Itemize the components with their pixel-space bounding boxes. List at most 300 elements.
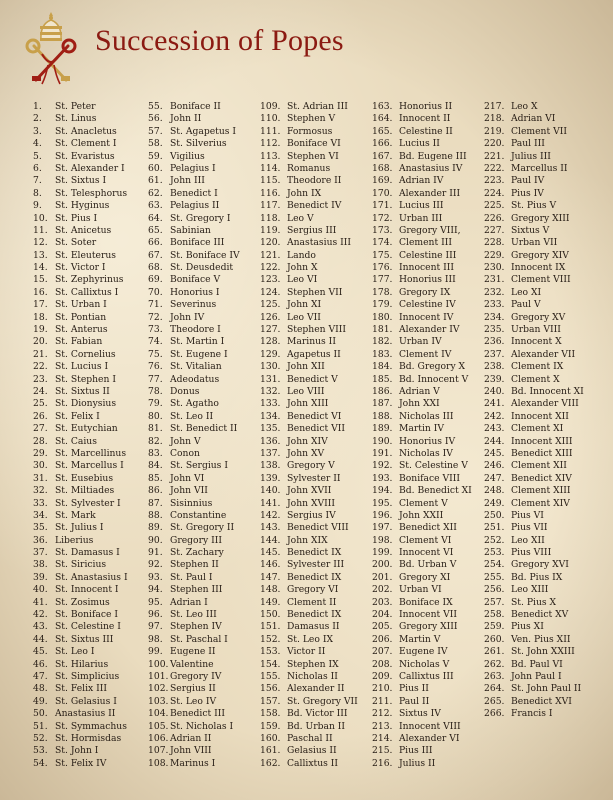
- pope-name: Marcellus II: [511, 162, 568, 174]
- pope-number: 162.: [260, 757, 281, 769]
- pope-number: 96.: [148, 609, 163, 621]
- pope-number: 204.: [372, 609, 393, 621]
- pope-number: 199.: [372, 547, 393, 559]
- list-item: [484, 101, 584, 113]
- list-item: [33, 287, 128, 299]
- list-item: [372, 200, 472, 212]
- pope-number: 237.: [484, 348, 505, 360]
- pope-number: 196.: [372, 509, 393, 521]
- pope-number: 130.: [260, 361, 281, 373]
- list-item: [372, 646, 472, 658]
- pope-name: St. Sixtus III: [55, 633, 114, 645]
- pope-name: Boniface IX: [399, 596, 453, 608]
- pope-name: Eugene IV: [399, 646, 448, 658]
- pope-name: Benedict VII: [287, 423, 346, 435]
- list-item: [33, 659, 128, 671]
- list-item: [148, 436, 240, 448]
- pope-number: 144.: [260, 534, 281, 546]
- papal-emblem-icon: [22, 10, 80, 90]
- list-item: [372, 436, 472, 448]
- pope-number: 193.: [372, 472, 393, 484]
- list-item: [372, 250, 472, 262]
- list-item: [484, 151, 584, 163]
- pope-number: 39.: [33, 571, 48, 583]
- pope-number: 151.: [260, 621, 281, 633]
- pope-number: 235.: [484, 324, 505, 336]
- list-item: [33, 175, 128, 187]
- pope-name: St. Paul I: [170, 571, 213, 583]
- list-item: [372, 609, 472, 621]
- pope-name: St. Mark: [55, 509, 96, 521]
- pope-name: St. Boniface I: [55, 609, 118, 621]
- pope-name: Formosus: [287, 125, 333, 137]
- list-item: [484, 609, 584, 621]
- list-item: [372, 398, 472, 410]
- list-item: [148, 324, 240, 336]
- pope-name: Urban IV: [399, 336, 442, 348]
- list-item: [484, 423, 584, 435]
- pope-number: 115.: [260, 175, 281, 187]
- pope-number: 177.: [372, 274, 393, 286]
- pope-name: St. Marcellinus: [55, 447, 127, 459]
- list-item: [372, 535, 472, 547]
- pope-name: St. Benedict II: [170, 423, 238, 435]
- pope-name: St. Simplicius: [55, 670, 120, 682]
- list-item: [484, 485, 584, 497]
- pope-number: 163.: [372, 101, 393, 112]
- pope-name: St. Hyginus: [55, 200, 110, 212]
- pope-name: St. Boniface IV: [170, 249, 240, 261]
- list-item: [148, 151, 240, 163]
- pope-name: Boniface II: [170, 101, 221, 112]
- pope-name: John XV: [287, 447, 325, 459]
- pope-number: 214.: [372, 732, 393, 744]
- list-item: [148, 188, 240, 200]
- list-item: [148, 621, 240, 633]
- list-item: [260, 423, 358, 435]
- list-item: [260, 498, 358, 510]
- pope-name: Bd. Innocent V: [399, 373, 469, 385]
- list-item: [148, 758, 240, 770]
- pope-number: 262.: [484, 658, 505, 670]
- pope-name: St. Celestine I: [55, 621, 121, 633]
- pope-number: 138.: [260, 460, 281, 472]
- pope-number: 114.: [260, 162, 281, 174]
- list-item: [260, 708, 358, 720]
- list-item: [148, 262, 240, 274]
- list-item: [484, 349, 584, 361]
- pope-number: 31.: [33, 472, 48, 484]
- pope-number: 76.: [148, 361, 163, 373]
- pope-number: 186.: [372, 385, 393, 397]
- list-item: [372, 733, 472, 745]
- pope-number: 234.: [484, 311, 505, 323]
- pope-number: 208.: [372, 658, 393, 670]
- list-item: [33, 188, 128, 200]
- pope-name: Stephen IX: [287, 658, 339, 670]
- list-item: [372, 151, 472, 163]
- pope-name: Clement XII: [511, 460, 567, 472]
- pope-number: 245.: [484, 447, 505, 459]
- list-item: [148, 237, 240, 249]
- pope-number: 225.: [484, 200, 505, 212]
- pope-name: Urban VI: [399, 584, 442, 596]
- pope-number: 27.: [33, 423, 48, 435]
- pope-name: Benedict IX: [287, 547, 342, 559]
- pope-name: St. Agapetus I: [170, 125, 237, 137]
- pope-name: Innocent VIII: [399, 720, 461, 732]
- list-item: [484, 572, 584, 584]
- list-item: [33, 498, 128, 510]
- pope-number: 99.: [148, 646, 163, 658]
- pope-name: St. Leo I: [55, 646, 95, 658]
- list-item: [484, 312, 584, 324]
- list-item: [33, 411, 128, 423]
- pope-number: 60.: [148, 162, 163, 174]
- pope-number: 219.: [484, 125, 505, 137]
- pope-number: 143.: [260, 522, 281, 534]
- list-item: [260, 398, 358, 410]
- pope-name: Eugene II: [170, 646, 216, 658]
- pope-name: Leo VI: [287, 274, 318, 286]
- pope-name: Honorius II: [399, 101, 453, 112]
- pope-name: Innocent X: [511, 336, 562, 348]
- list-item: [148, 312, 240, 324]
- pope-number: 3.: [33, 125, 42, 137]
- pope-name: Leo V: [287, 212, 314, 224]
- pope-number: 6.: [33, 162, 42, 174]
- pope-number: 120.: [260, 237, 281, 249]
- pope-column-3: [260, 101, 358, 770]
- pope-name: Boniface VIII: [399, 472, 461, 484]
- pope-number: 111.: [260, 125, 281, 137]
- pope-number: 251.: [484, 522, 505, 534]
- pope-name: St. John XXIII: [511, 646, 575, 658]
- list-item: [33, 460, 128, 472]
- list-item: [148, 274, 240, 286]
- pope-name: Clement VII: [511, 125, 567, 137]
- pope-name: Leo VII: [287, 311, 321, 323]
- pope-name: John III: [170, 175, 205, 187]
- pope-name: Bd. Urban II: [287, 720, 346, 732]
- pope-name: Adrian VI: [511, 113, 556, 125]
- pope-number: 53.: [33, 745, 48, 757]
- list-item: [484, 498, 584, 510]
- pope-name: Agapetus II: [287, 348, 341, 360]
- pope-number: 210.: [372, 683, 393, 695]
- list-item: [148, 138, 240, 150]
- pope-number: 161.: [260, 745, 281, 757]
- pope-number: 218.: [484, 113, 505, 125]
- pope-number: 4.: [33, 138, 42, 150]
- list-item: [148, 299, 240, 311]
- pope-name: St. Lucius I: [55, 361, 109, 373]
- pope-name: Bd. Paul VI: [511, 658, 563, 670]
- list-item: [372, 559, 472, 571]
- pope-name: Adrian II: [170, 732, 212, 744]
- list-item: [484, 200, 584, 212]
- pope-name: St. Felix III: [55, 683, 108, 695]
- pope-name: Sergius II: [170, 683, 216, 695]
- pope-number: 82.: [148, 435, 163, 447]
- list-item: [260, 634, 358, 646]
- list-item: [260, 609, 358, 621]
- pope-number: 182.: [372, 336, 393, 348]
- pope-name: St. Nicholas I: [170, 720, 234, 732]
- pope-name: Stephen II: [170, 559, 219, 571]
- pope-number: 258.: [484, 609, 505, 621]
- list-item: [372, 213, 472, 225]
- list-item: [372, 547, 472, 559]
- list-item: [33, 671, 128, 683]
- list-item: [372, 621, 472, 633]
- pope-name: St. Peter: [55, 101, 96, 112]
- pope-name: Boniface III: [170, 237, 225, 249]
- list-item: [484, 398, 584, 410]
- pope-name: Paul V: [511, 299, 541, 311]
- list-item: [33, 535, 128, 547]
- list-item: [148, 708, 240, 720]
- list-item: [33, 485, 128, 497]
- list-item: [33, 522, 128, 534]
- pope-number: 255.: [484, 571, 505, 583]
- list-item: [372, 572, 472, 584]
- pope-name: Julius III: [511, 150, 551, 162]
- pope-number: 171.: [372, 200, 393, 212]
- list-item: [148, 721, 240, 733]
- list-item: [372, 374, 472, 386]
- pope-name: Sergius IV: [287, 509, 336, 521]
- pope-number: 124.: [260, 286, 281, 298]
- list-item: [148, 485, 240, 497]
- list-item: [484, 597, 584, 609]
- pope-column-2: [148, 101, 240, 770]
- pope-name: Benedict IX: [287, 571, 342, 583]
- pope-number: 85.: [148, 472, 163, 484]
- pope-number: 139.: [260, 472, 281, 484]
- pope-number: 209.: [372, 670, 393, 682]
- pope-number: 149.: [260, 596, 281, 608]
- pope-number: 250.: [484, 509, 505, 521]
- pope-name: Marinus II: [287, 336, 336, 348]
- list-item: [148, 200, 240, 212]
- pope-number: 56.: [148, 113, 163, 125]
- list-item: [372, 597, 472, 609]
- pope-name: St. Symmachus: [55, 720, 127, 732]
- pope-name: St. Sylvester I: [55, 497, 121, 509]
- pope-name: Benedict VI: [287, 410, 342, 422]
- pope-number: 17.: [33, 299, 48, 311]
- list-item: [260, 671, 358, 683]
- list-item: [260, 659, 358, 671]
- pope-name: St. John Paul II: [511, 683, 582, 695]
- popes-list: [0, 101, 613, 769]
- pope-number: 254.: [484, 559, 505, 571]
- pope-name: Bd. Urban V: [399, 559, 457, 571]
- pope-number: 153.: [260, 646, 281, 658]
- list-item: [148, 113, 240, 125]
- list-item: [33, 374, 128, 386]
- pope-name: Gregory XIV: [511, 249, 569, 261]
- pope-name: Severinus: [170, 299, 217, 311]
- pope-name: John XVIII: [287, 497, 336, 509]
- pope-number: 45.: [33, 646, 48, 658]
- pope-name: Innocent IX: [511, 262, 566, 274]
- pope-name: Donus: [170, 385, 200, 397]
- list-item: [33, 597, 128, 609]
- pope-number: 259.: [484, 621, 505, 633]
- list-item: [33, 262, 128, 274]
- list-item: [484, 299, 584, 311]
- list-item: [372, 659, 472, 671]
- pope-name: John X: [287, 262, 318, 274]
- pope-number: 51.: [33, 720, 48, 732]
- list-item: [148, 213, 240, 225]
- pope-name: Celestine II: [399, 125, 453, 137]
- pope-name: Adrian I: [170, 596, 208, 608]
- pope-number: 92.: [148, 559, 163, 571]
- pope-number: 175.: [372, 249, 393, 261]
- list-item: [260, 683, 358, 695]
- list-item: [148, 510, 240, 522]
- pope-name: Boniface V: [170, 274, 221, 286]
- list-item: [372, 225, 472, 237]
- list-item: [484, 584, 584, 596]
- pope-number: 122.: [260, 262, 281, 274]
- pope-name: Clement IX: [511, 361, 564, 373]
- pope-name: St. Damasus I: [55, 547, 120, 559]
- pope-number: 202.: [372, 584, 393, 596]
- pope-number: 26.: [33, 410, 48, 422]
- pope-name: Innocent VII: [399, 609, 458, 621]
- pope-number: 95.: [148, 596, 163, 608]
- pope-name: Alexander VII: [511, 348, 576, 360]
- pope-name: Clement III: [399, 237, 452, 249]
- pope-number: 190.: [372, 435, 393, 447]
- list-item: [260, 572, 358, 584]
- pope-name: Paul IV: [511, 175, 545, 187]
- list-item: [33, 225, 128, 237]
- list-item: [33, 758, 128, 770]
- pope-number: 173.: [372, 224, 393, 236]
- pope-number: 226.: [484, 212, 505, 224]
- list-item: [148, 659, 240, 671]
- list-item: [260, 473, 358, 485]
- list-item: [372, 237, 472, 249]
- pope-name: Martin V: [399, 633, 441, 645]
- list-item: [148, 733, 240, 745]
- pope-name: Stephen IV: [170, 621, 222, 633]
- list-item: [148, 287, 240, 299]
- pope-number: 83.: [148, 447, 163, 459]
- pope-name: Romanus: [287, 162, 331, 174]
- pope-name: Urban VII: [511, 237, 558, 249]
- pope-number: 13.: [33, 249, 48, 261]
- pope-number: 239.: [484, 373, 505, 385]
- pope-number: 201.: [372, 571, 393, 583]
- list-item: [484, 522, 584, 534]
- pope-number: 55.: [148, 101, 163, 112]
- pope-number: 200.: [372, 559, 393, 571]
- list-item: [33, 646, 128, 658]
- pope-number: 228.: [484, 237, 505, 249]
- pope-name: Clement XIV: [511, 497, 570, 509]
- list-item: [148, 349, 240, 361]
- pope-name: Benedict XV: [511, 609, 569, 621]
- list-item: [33, 101, 128, 113]
- pope-number: 106.: [148, 732, 169, 744]
- pope-name: Leo X: [511, 101, 538, 112]
- pope-name: St. Hilarius: [55, 658, 109, 670]
- pope-number: 205.: [372, 621, 393, 633]
- pope-number: 66.: [148, 237, 163, 249]
- list-item: [484, 287, 584, 299]
- pope-number: 222.: [484, 162, 505, 174]
- pope-number: 168.: [372, 162, 393, 174]
- pope-number: 253.: [484, 547, 505, 559]
- pope-number: 217.: [484, 101, 505, 112]
- pope-number: 121.: [260, 249, 281, 261]
- list-item: [148, 559, 240, 571]
- pope-number: 116.: [260, 187, 281, 199]
- list-item: [148, 498, 240, 510]
- pope-name: Theodore II: [287, 175, 342, 187]
- pope-number: 142.: [260, 509, 281, 521]
- list-item: [372, 510, 472, 522]
- pope-name: St. Anacletus: [55, 125, 117, 137]
- pope-name: St. Adrian III: [287, 101, 348, 112]
- list-item: [148, 460, 240, 472]
- pope-number: 37.: [33, 547, 48, 559]
- list-item: [372, 745, 472, 757]
- list-item: [33, 609, 128, 621]
- pope-number: 59.: [148, 150, 163, 162]
- list-item: [33, 299, 128, 311]
- list-item: [260, 448, 358, 460]
- pope-name: St. Linus: [55, 113, 97, 125]
- pope-number: 81.: [148, 423, 163, 435]
- pope-number: 41.: [33, 596, 48, 608]
- pope-number: 129.: [260, 348, 281, 360]
- pope-number: 80.: [148, 410, 163, 422]
- pope-name: St. Gregory II: [170, 522, 235, 534]
- pope-number: 113.: [260, 150, 281, 162]
- pope-name: Conon: [170, 447, 200, 459]
- pope-number: 170.: [372, 187, 393, 199]
- pope-name: St. Anastasius I: [55, 571, 128, 583]
- list-item: [148, 522, 240, 534]
- list-item: [148, 634, 240, 646]
- pope-name: Paschal II: [287, 732, 333, 744]
- pope-name: St. Anterus: [55, 324, 108, 336]
- pope-name: Clement IV: [399, 348, 452, 360]
- pope-number: 72.: [148, 311, 163, 323]
- pope-name: Anastasius IV: [399, 162, 463, 174]
- pope-number: 20.: [33, 336, 48, 348]
- pope-name: Gregory XVI: [511, 559, 569, 571]
- pope-name: St. Fabian: [55, 336, 103, 348]
- pope-name: St. Silverius: [170, 138, 227, 150]
- pope-name: Julius II: [399, 757, 436, 769]
- list-item: [148, 609, 240, 621]
- pope-number: 16.: [33, 286, 48, 298]
- pope-number: 140.: [260, 485, 281, 497]
- pope-number: 183.: [372, 348, 393, 360]
- pope-number: 221.: [484, 150, 505, 162]
- pope-number: 134.: [260, 410, 281, 422]
- list-item: [484, 163, 584, 175]
- pope-name: John IV: [170, 311, 205, 323]
